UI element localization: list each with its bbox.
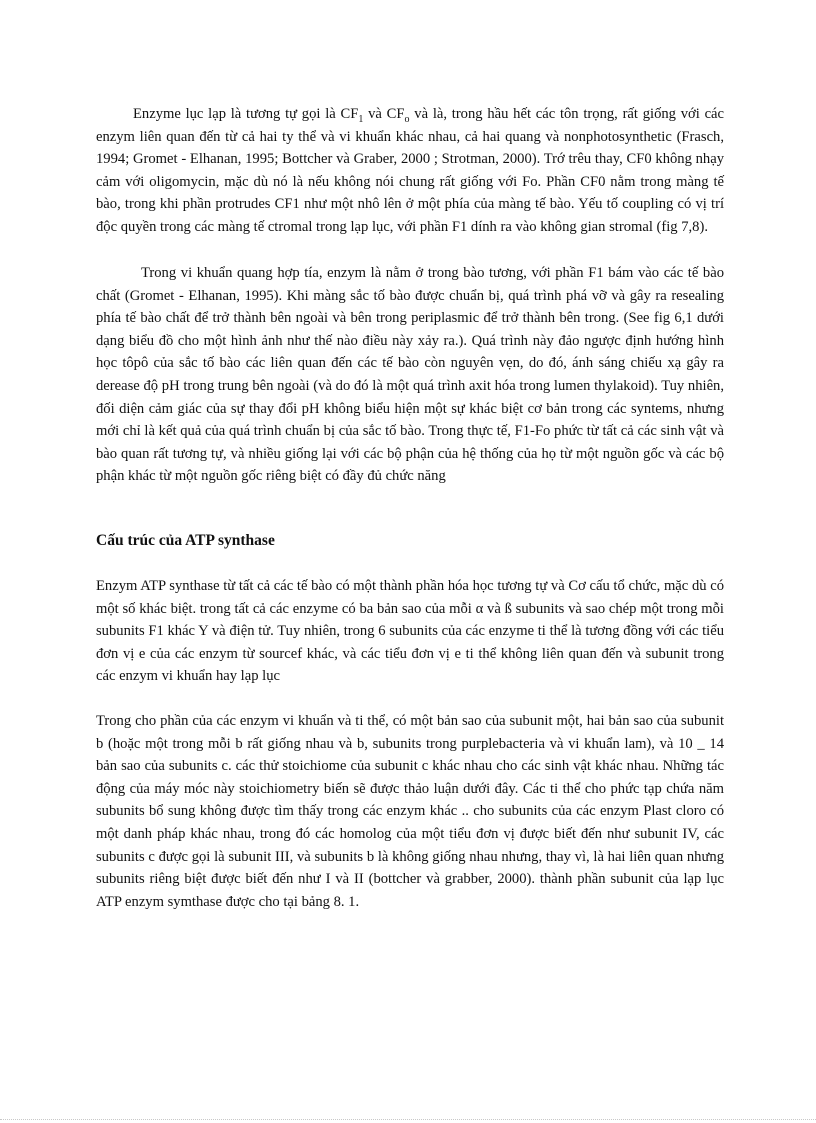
page-bottom-border — [0, 1119, 816, 1120]
paragraph-subunit-copies: Trong cho phần của các enzym vi khuẩn và ti thể, có một bản sao của subunit một, hai bản sao của subunit b (hoặc một trong mỗi b rất giống nhau và b, subunits trong purplebacteria và vi khuẩn lam), và 10 _ 14 bản sao của subunits c. các thử stoichiome của subunit c khác nhau cho các sinh vật khác nhau. Những tác động của máy móc này stoichiometry biến sẽ được thảo luận dưới đây. Các ti thể cho phức tạp chứa năm subunits bổ sung không được tìm thấy trong các enzym khác .. cho subunits của các enzym Plast cloro có một danh pháp khác nhau, trong đó các homolog của một tiểu đơn vị được biết đến như subunit IV, các subunits c được gọi là subunit III, và subunits b là không giống nhau nhưng, thay vì, là hai liên quan nhưng subunits riêng biệt được biết đến như I và II (bottcher và grabber, 2000). thành phần subunit của lạp lục ATP enzym symthase được cho tại bảng 8. 1. — [96, 713, 724, 910]
paragraph-atp-synthase-composition: Enzym ATP synthase từ tất cả các tế bào có một thành phần hóa học tương tự và Cơ cấu tổ chức, mặc dù có một số khác biệt. trong tất cả các enzyme có ba bản sao của mỗi α và ß subunits và sao chép một trong mỗi subunits F1 khác Y và điện tử. Tuy nhiên, trong 6 subunits của các enzyme ti thể là tương đồng với các tiểu đơn vị e của các enzym từ sourcef khác, và các tiểu đơn vị e ti thể không liên quan đến và subunit trong các enzym vi khuẩn hay lạp lục — [96, 578, 724, 685]
paragraph-purple-bacteria: Trong vi khuẩn quang hợp tía, enzym là nằm ở trong bào tương, với phần F1 bám vào các tế bào chất (Gromet - Elhanan, 1995). Khi màng sắc tố bào được chuẩn bị, quá trình phá vỡ và gây ra resealing phía tế bào chất để trở thành bên ngoài và bên trong periplasmic để trở thành bên trong. (See fig 6,1 dưới dạng biểu đồ cho một hình ảnh như thế nào điều này xảy ra.). Quá trình này đảo ngược định hướng hình học tôpô của sắc tố bào các liên quan đến các tế bào còn nguyên vẹn, do đó, ánh sáng chiếu xạ gây ra derease độ pH trong trung bên ngoài (và do đó là một quá trình axit hóa trong lumen thylakoid). Tuy nhiên, đối diện cảm giác của sự thay đổi pH không biểu hiện một sự khác biệt cơ bản trong các syntems, nhưng mới chỉ là kết quả của quá trình chuẩn bị của sắc tố bào. Trong thực tế, F1-Fo phức từ tất cả các sinh vật và bào quan rất tương tự, và nhiều giống lại với các bộ phận của hệ thống của họ từ một nguồn gốc và các bộ phận khác từ một nguồn gốc riêng biệt có đầy đủ chức năng — [96, 265, 724, 485]
paragraph-enzyme-chloroplast: Enzyme lục lạp là tương tự gọi là $CF_1$ và $CF_o$ và là, trong hầu hết các tôn trọng, rất giống với các enzym liên quan đến từ cả hai ty thể và vi khuẩn khác nhau, cả hai quang và nonphotosynthetic (Frasch, 1994; Gromet - Elhanan, 1995; Bottcher và Graber, 2000 ; Strotman, 2000). Trớ trêu thay, CF0 không nhạy cảm với oligomycin, mặc dù nó là nếu không nói chung rất giống với Fo. Phần CF0 nằm trong màng tế bào, trong khi phần protrudes CF1 như một nhô lên ở một phía của màng tế bào. Yếu tố coupling có vị trí độc quyền trong các màng tế ctromal trong lạp lục, với phần F1 dính ra vào không gian stromal (fig 7,8). — [96, 106, 724, 235]
section-heading-atp-synthase-structure: Cấu trúc của ATP synthase — [96, 532, 275, 549]
